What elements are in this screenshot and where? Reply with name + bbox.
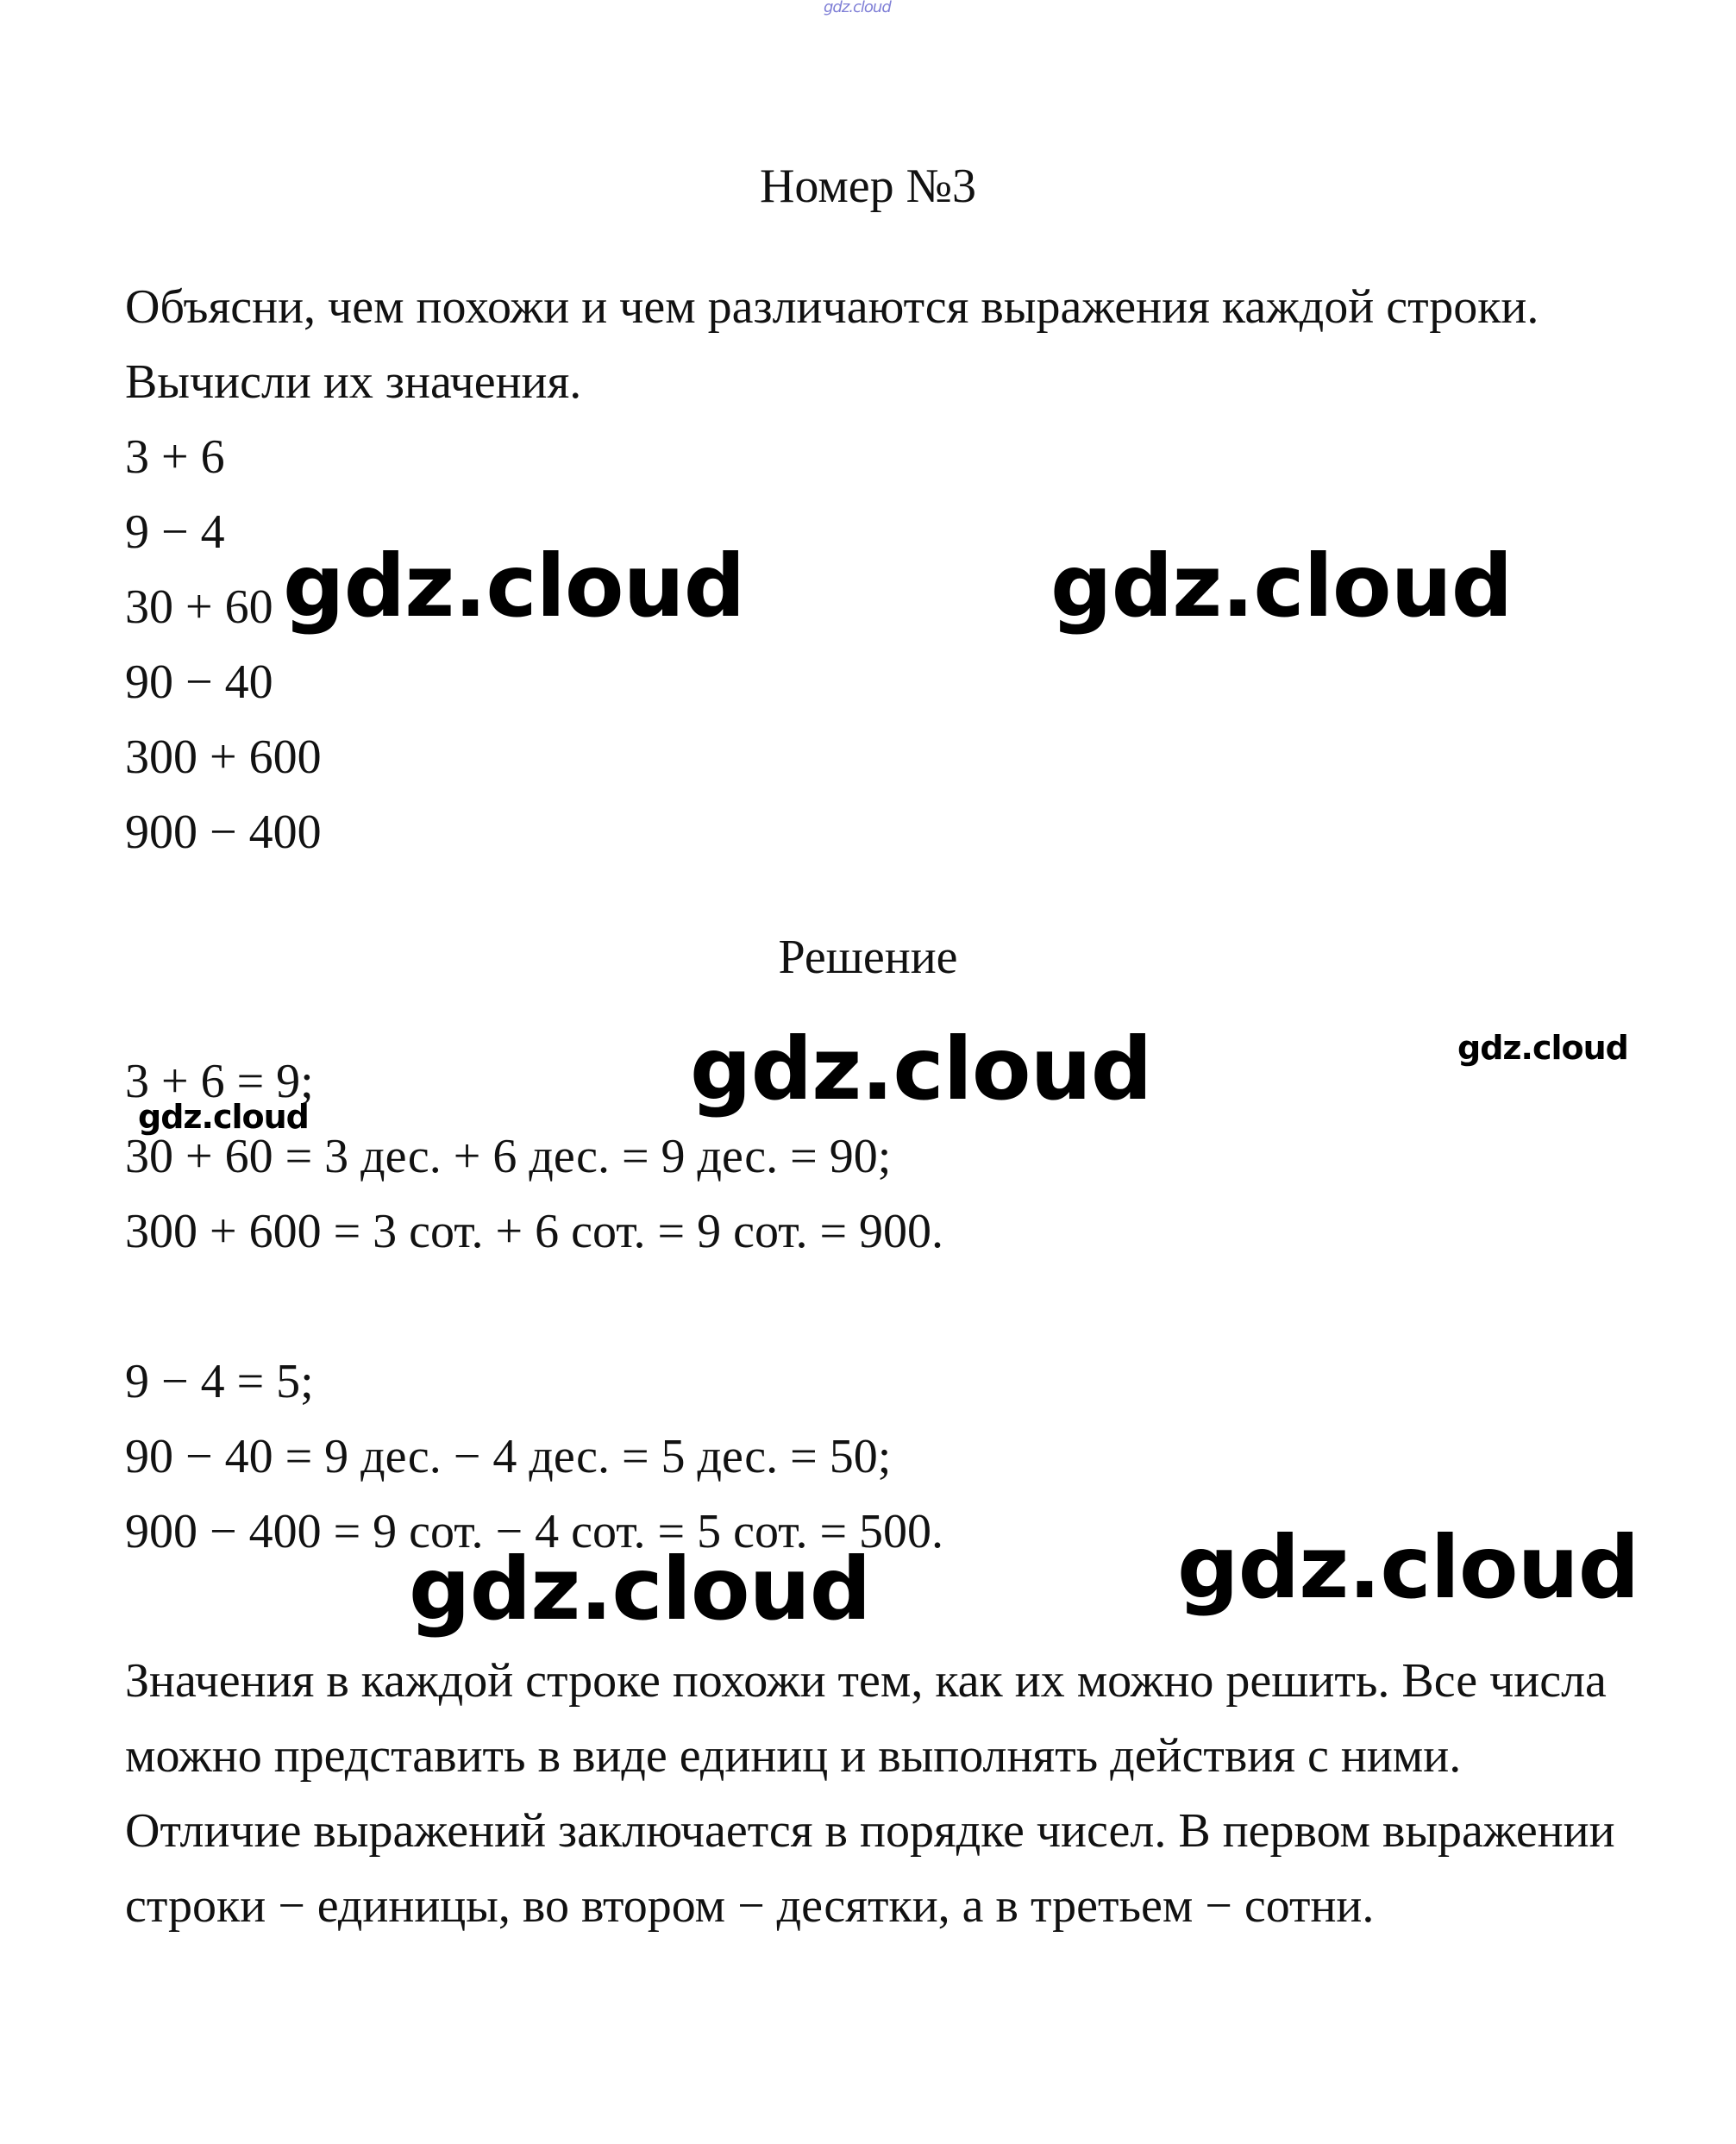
task-line-1: Объясни, чем похожи и чем различаются выражения каждой строки.: [125, 280, 1539, 334]
watermark: gdz.cloud: [409, 1539, 871, 1639]
watermark: gdz.cloud: [1177, 1517, 1639, 1618]
watermark-small: gdz.cloud: [1457, 1029, 1628, 1067]
solution-line: 30 + 60 = 3 дес. + 6 дес. = 9 дес. = 90;: [125, 1130, 892, 1183]
expression: 9 − 4: [125, 505, 225, 559]
expression: 90 − 40: [125, 655, 273, 709]
solution-line: 9 − 4 = 5;: [125, 1355, 314, 1408]
expression: 900 − 400: [125, 806, 322, 859]
watermark: gdz.cloud: [690, 1019, 1152, 1119]
solution-line: 300 + 600 = 3 сот. + 6 сот. = 9 сот. = 900.: [125, 1205, 944, 1258]
solution-line: 900 − 400 = 9 сот. − 4 сот. = 5 сот. = 500.: [125, 1505, 944, 1558]
conclusion-paragraph: Значения в каждой строке похожи тем, как их можно решить. Все числа можно представить в виде единиц и выполнять действия с ними. Отличие выражений заключается в порядке чисел. В первом выражении строки − единицы, во втором − десятки, а в третьем − сотни.: [125, 1654, 1615, 1933]
watermark-top: gdz.cloud: [824, 0, 891, 16]
watermark: gdz.cloud: [1050, 536, 1513, 636]
page-title: Номер №3: [759, 160, 977, 213]
expression: 30 + 60: [125, 580, 273, 634]
solution-title: Решение: [778, 931, 958, 984]
task-line-2: Вычисли их значения.: [125, 355, 582, 409]
solution-line: 3 + 6 = 9;: [125, 1055, 314, 1108]
watermark: gdz.cloud: [283, 536, 745, 636]
expression: 300 + 600: [125, 730, 322, 784]
expression: 3 + 6: [125, 430, 225, 484]
watermark-small: gdz.cloud: [138, 1098, 309, 1136]
solution-line: 90 − 40 = 9 дес. − 4 дес. = 5 дес. = 50;: [125, 1430, 892, 1483]
